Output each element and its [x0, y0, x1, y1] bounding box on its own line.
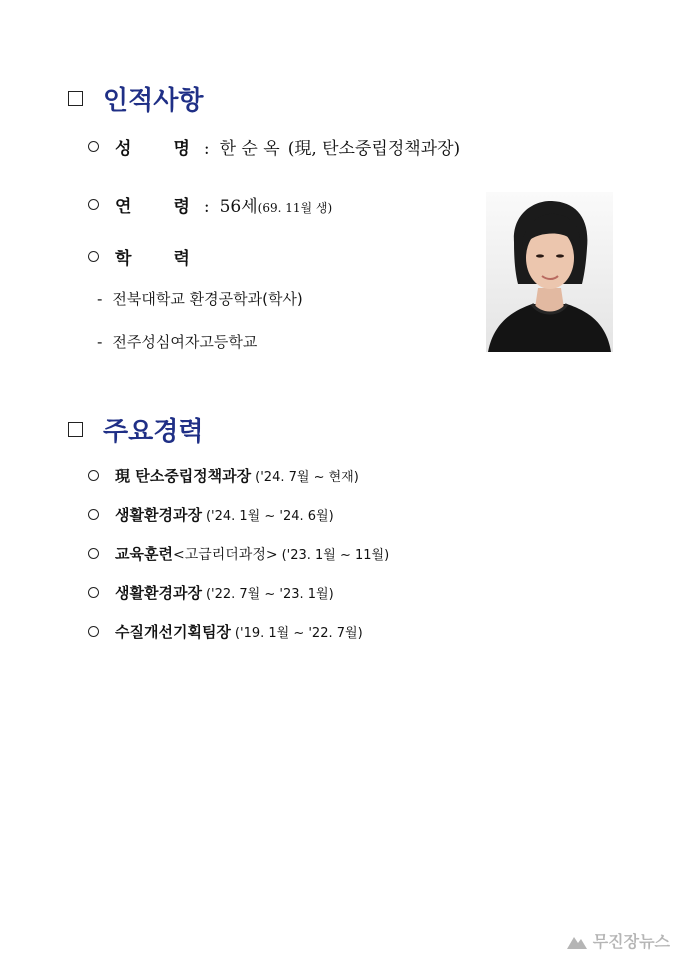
circle-bullet-icon: [88, 626, 99, 637]
checkbox-square-icon: [68, 91, 83, 106]
circle-bullet-icon: [88, 587, 99, 598]
colon: :: [203, 197, 210, 217]
education-item: - 전북대학교 환경공학과(학사): [97, 290, 303, 308]
section-heading-career: [68, 411, 203, 448]
career-item: 교육훈련 <고급리더과정> ('23. 1월 ~ 11월): [88, 543, 389, 564]
career-item: 생활환경과장 ('22. 7월 ~ '23. 1월): [88, 582, 334, 603]
career-item: 現 탄소중립정책과장 ('24. 7월 ~ 현재): [88, 465, 359, 486]
age-value: 56세: [219, 197, 258, 217]
colon: :: [203, 139, 210, 159]
portrait-photo: [486, 192, 613, 352]
circle-bullet-icon: [88, 141, 99, 152]
circle-bullet-icon: [88, 470, 99, 481]
education-label: 학 력: [115, 249, 190, 269]
age-note: (69. 11월 생): [257, 201, 333, 215]
checkbox-square-icon: [68, 422, 83, 437]
circle-bullet-icon: [88, 509, 99, 520]
name-note: (現, 탄소중립정책과장): [287, 139, 461, 159]
circle-bullet-icon: [88, 199, 99, 210]
education-row: [88, 244, 190, 269]
section-heading-personal: [68, 80, 203, 117]
name-value: 한 순 옥: [219, 139, 280, 159]
mountain-logo-icon: [566, 932, 588, 950]
section-title: 인적사항: [103, 86, 204, 116]
career-item: 생활환경과장 ('24. 1월 ~ '24. 6월): [88, 504, 334, 525]
education-item: - 전주성심여자고등학교: [97, 333, 258, 351]
name-label: 성 명: [115, 139, 190, 159]
age-label: 연 령: [115, 197, 190, 217]
name-row: [88, 134, 460, 159]
circle-bullet-icon: [88, 251, 99, 262]
watermark: [566, 929, 670, 952]
circle-bullet-icon: [88, 548, 99, 559]
career-item: 수질개선기획팀장 ('19. 1월 ~ '22. 7월): [88, 621, 363, 642]
watermark-text: 무진장뉴스: [592, 932, 670, 951]
age-row: [88, 192, 332, 217]
section-title: 주요경력: [103, 417, 204, 447]
portrait-image: [486, 192, 613, 352]
